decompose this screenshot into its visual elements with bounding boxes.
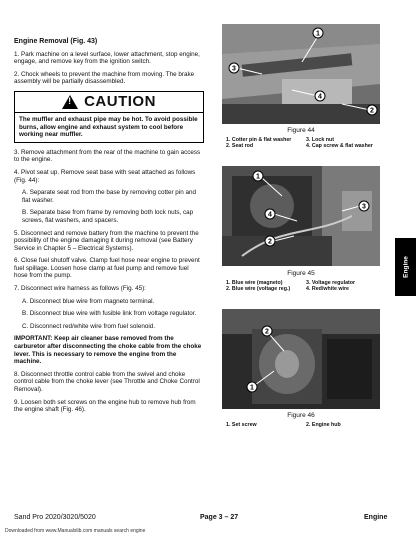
- legend-item: 1. Cotter pin & flat washer: [226, 137, 292, 143]
- legend-item: 4. Cap screw & flat washer: [306, 143, 373, 150]
- step-7b: B. Disconnect blue wire with fusible link from voltage regulator.: [22, 310, 197, 318]
- caution-banner: [15, 92, 203, 113]
- callout-3: [229, 63, 239, 73]
- figure-44-photo: [222, 24, 380, 124]
- legend-item: 4. Red/white wire: [306, 286, 349, 293]
- step-1: 1. Park machine on a level surface, lower attachment, stop engine, engage, and remove key from the ignition switch.: [14, 50, 200, 66]
- step-4b: B. Separate base from frame by removing both lock nuts, cap screws, flat washers, and spacers.: [22, 209, 194, 224]
- figure-45-photo: [222, 166, 380, 266]
- figure-46-caption: Figure 46: [287, 412, 315, 419]
- callout-1: [253, 171, 263, 181]
- figure-45-caption: Figure 45: [287, 270, 315, 277]
- legend-item: 3. Lock nut: [306, 137, 334, 143]
- callout-2: [367, 105, 377, 115]
- svg-text:1: 1: [316, 30, 320, 38]
- svg-text:4: 4: [318, 93, 322, 101]
- legend-item: 2. Seat rod: [226, 143, 254, 150]
- figure-45-legend: [226, 280, 386, 293]
- svg-text:3: 3: [362, 203, 366, 211]
- warning-glyph: !: [68, 95, 72, 106]
- footer-page-number: Page 3 – 27: [200, 514, 239, 521]
- figure-44-legend: [226, 137, 386, 150]
- step-4: 4. Pivot seat up. Remove seat base with seat attached as follows (Fig. 44):: [14, 168, 196, 184]
- svg-text:1: 1: [256, 173, 260, 181]
- svg-text:2: 2: [265, 328, 269, 336]
- caution-text: The muffler and exhaust pipe may be hot. To avoid possible burns, allow engine and exhaust system to cool before working near muffler.: [19, 115, 198, 139]
- figure-46-legend: [226, 422, 386, 428]
- figure-44-caption: Figure 44: [287, 127, 315, 134]
- step-2: 2. Chock wheels to prevent the machine from moving. The brake assembly will be partially disassembled.: [14, 70, 195, 86]
- svg-text:2: 2: [370, 107, 374, 115]
- important-note: IMPORTANT: Keep air cleaner base removed from the carburetor after disconnecting the choke cable from the choke lever. This is necessary to remove the engine from the machine.: [14, 335, 202, 366]
- legend-item: 1. Blue wire (magneto): [226, 280, 283, 286]
- footer-product: Sand Pro 2020/3020/5020: [14, 514, 96, 521]
- left-column: [14, 38, 204, 419]
- figure-46-photo: [222, 309, 380, 409]
- section-heading: Engine Removal (Fig. 43): [14, 38, 98, 45]
- chapter-tab: [395, 238, 416, 296]
- legend-item: 2. Engine hub: [306, 422, 341, 428]
- caution-box: [14, 91, 204, 143]
- step-7a: A. Disconnect blue wire from magneto terminal.: [22, 297, 155, 305]
- step-6: 6. Close fuel shutoff valve. Clamp fuel hose near engine to prevent fuel spillage. Loosen hose clamp at fuel pump and remove fuel hose from the pump.: [14, 257, 200, 280]
- footer-chapter: Engine: [364, 514, 388, 521]
- legend-item: 3. Voltage regulator: [306, 280, 356, 286]
- svg-text:2: 2: [268, 238, 272, 246]
- legend-item: 2. Blue wire (voltage reg.): [226, 286, 291, 293]
- callout-4: [265, 209, 275, 219]
- chapter-tab-label: Engine: [402, 256, 409, 278]
- svg-text:4: 4: [268, 211, 272, 219]
- legend-item: 1. Set screw: [226, 422, 257, 428]
- callout-1: [247, 382, 257, 392]
- step-8: 8. Disconnect throttle control cable from the swivel and choke control cable from the choke lever (see Throttle and Choke Control Removal).: [14, 370, 200, 393]
- warning-triangle-icon: [62, 95, 78, 109]
- step-3: 3. Remove attachment from the rear of the machine to gain access to the engine.: [14, 148, 201, 164]
- callout-3: [359, 201, 369, 211]
- callout-2: [265, 236, 275, 246]
- caution-word: CAUTION: [84, 93, 156, 111]
- step-7: 7. Disconnect wire harness as follows (Fig. 45):: [14, 285, 146, 293]
- svg-text:1: 1: [250, 384, 254, 392]
- download-note: Downloaded from www.Manualslib.com manuals search engine: [5, 528, 146, 534]
- step-9: 9. Loosen both set screws on the engine hub to remove hub from the engine shaft (Fig. 46).: [14, 398, 196, 414]
- callout-2: [262, 326, 272, 336]
- callout-1: [313, 28, 323, 38]
- step-7c: C. Disconnect red/white wire from fuel solenoid.: [22, 322, 155, 330]
- svg-text:3: 3: [232, 65, 236, 73]
- step-4a: A. Separate seat rod from the base by removing cotter pin and flat washer.: [22, 189, 196, 204]
- step-5: 5. Disconnect and remove battery from the machine to prevent the possibility of the engine damaging it during removal (see Battery Service in Chapter 5 – Electrical Systems).: [14, 229, 199, 252]
- callout-4: [315, 91, 325, 101]
